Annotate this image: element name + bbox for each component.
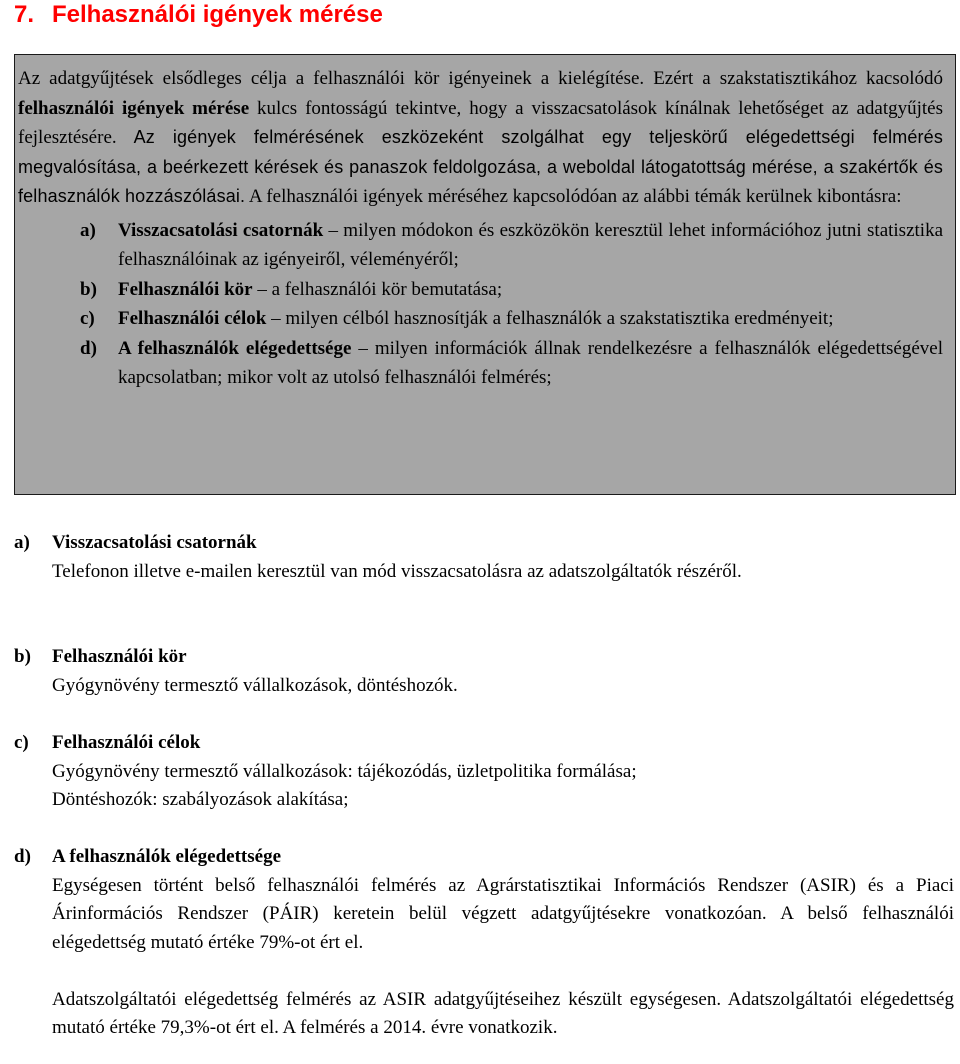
topic-item [18,216,943,275]
section-marker: a) [14,532,30,553]
section-body [14,672,954,701]
intro-text-sans: Az igények felmérésének eszközeként szolgálhat egy teljeskörű elégedettségi felmérés megvalósítása, a beérkezett kérések és panaszok feldolgozása, a weboldal látogatottság mérése, a szakértők és felhasználók hozzászólásai. [18,127,943,206]
section-title-row [14,843,954,872]
section-paragraph: Adatszolgáltatói elégedettség felmérés az ASIR adatgyűjtéseihez készült egységesen. Adatszolgáltatói elégedettség mutató értéke 79,3%-ot ért el. A felmérés a 2014. évre vonatkozik. [52,988,954,1038]
summary-box-text [18,64,943,393]
topic-item [18,304,943,334]
section-title-row [14,729,954,758]
section-body [14,758,954,815]
intro-text-1: Az adatgyűjtések elsődleges célja a felhasználói kör igényeinek a kielégítése. Ezért a szakstatisztikához kacsolódó [18,68,943,89]
topic-item [18,275,943,305]
topic-label: A felhasználók elégedettsége [118,337,352,359]
section-heading [14,0,383,30]
topic-text: – milyen információk állnak rendelkezésre a felhasználók elégedettségével kapcsolatban; mikor volt az utolsó felhasználói felmérés; [118,337,943,388]
topic-text: – milyen módokon és eszközökön keresztül lehet információhoz jutni statisztika felhasználóinak az igényeiről, véleményéről; [118,219,944,270]
section-paragraph: Gyógynövény termesztő vállalkozások: tájékozódás, üzletpolitika formálása; [52,760,637,782]
summary-intro [18,64,943,212]
topic-list [18,216,943,393]
section-paragraph: Telefonon illetve e-mailen keresztül van mód visszacsatolásra az adatszolgáltatók részéről. [52,560,742,582]
section-title-row [14,529,954,558]
intro-text-2: kulcs fontosságú tekintve, hogy a visszacsatolások kínálnak lehetőséget az adatgyűjtés fejlesztésére. [18,97,943,148]
section-user-goals [14,729,954,815]
topic-text: – a felhasználói kör bemutatása; [252,278,503,300]
section-user-satisfaction [14,843,954,1043]
section-user-group [14,643,954,700]
topic-marker: a) [80,219,96,241]
section-title: Felhasználói igények mérése [52,1,383,28]
topic-text: – milyen célból hasznosítják a felhasználók a szakstatisztika eredményeit; [266,308,834,329]
section-title-row [14,643,954,672]
topic-marker: b) [80,278,97,300]
section-marker: c) [14,732,29,753]
intro-bold-term: felhasználói igények mérése [18,97,250,119]
section-subtitle: Felhasználói kör [52,646,187,667]
section-subtitle: Visszacsatolási csatornák [52,532,257,553]
section-marker: b) [14,646,31,667]
topic-label: Felhasználói célok [118,308,267,329]
section-body [14,872,954,1043]
section-subtitle: A felhasználók elégedettsége [52,846,282,867]
topic-label: Visszacsatolási csatornák [118,219,324,241]
section-paragraph: Egységesen történt belső felhasználói felmérés az Agrárstatisztikai Információs Rendszer (ASIR) és a Piaci Árinformációs Rendszer (PÁIR) keretein belül végzett adatgyűjtésekre vonatkozóan. A belső felhasználói elégedettség mutató értéke 79%-ot ért el. [52,874,954,953]
topic-marker: c) [80,308,95,329]
topic-item [18,334,943,393]
topic-marker: d) [80,337,97,359]
section-number: 7. [14,1,35,28]
topic-label: Felhasználói kör [118,278,253,300]
section-paragraph: Döntéshozók: szabályozások alakítása; [52,789,349,810]
intro-text-3: A felhasználói igények méréséhez kapcsolódóan az alábbi témák kerülnek kibontásra: [245,186,902,207]
section-feedback-channels [14,529,954,586]
section-marker: d) [14,846,31,867]
section-body [14,558,954,587]
section-subtitle: Felhasználói célok [52,732,201,753]
section-paragraph: Gyógynövény termesztő vállalkozások, döntéshozók. [52,674,458,696]
